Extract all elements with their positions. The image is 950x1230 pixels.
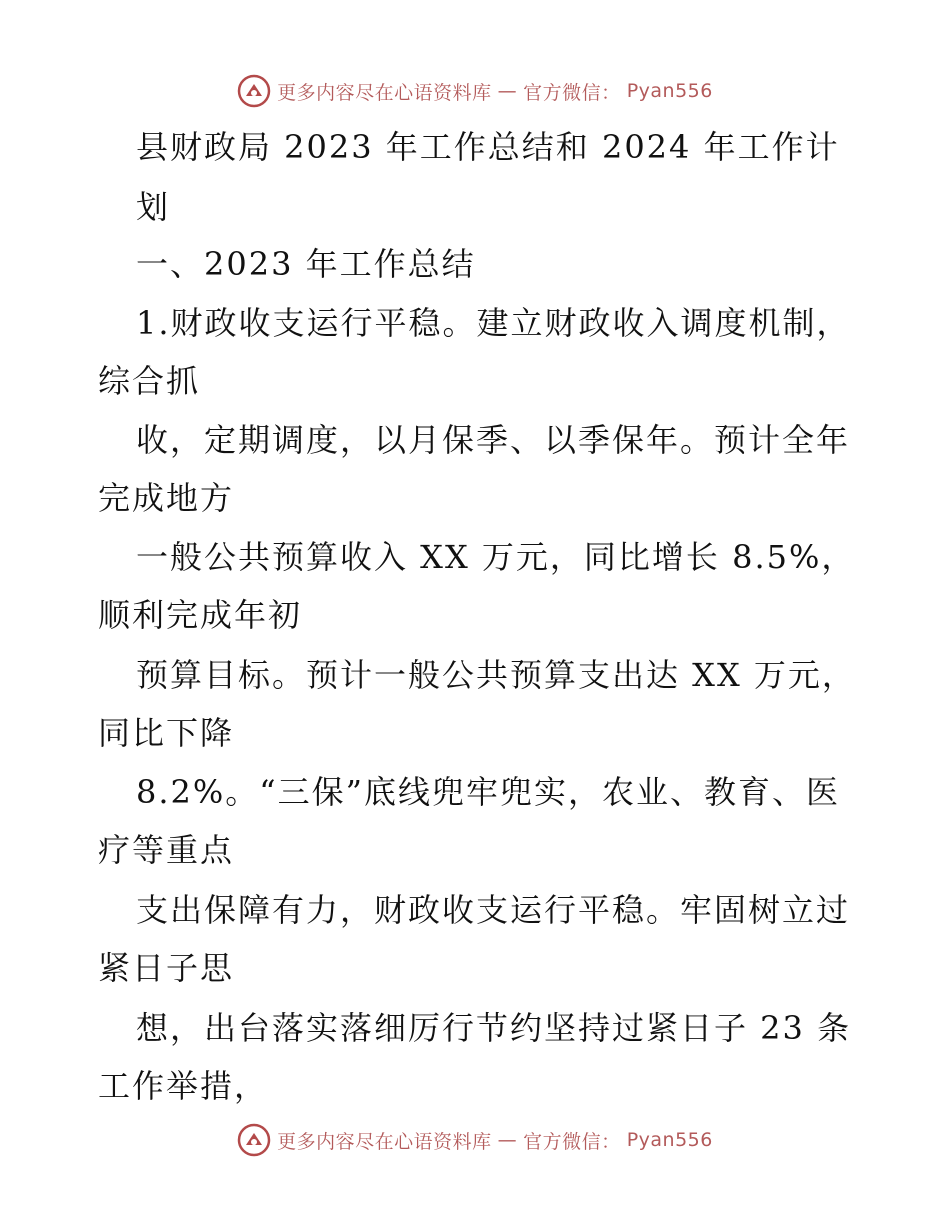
paragraph-line: 疗等重点	[98, 831, 235, 869]
paragraph-line: 支出保障有力，财政收支运行平稳。牢固树立过	[136, 891, 851, 929]
banner-wechat-label: 官方微信：	[523, 81, 621, 104]
paragraph-line: 紧日子思	[98, 949, 235, 987]
paragraph-line: 综合抓	[98, 362, 201, 400]
paragraph-line: 完成地方	[98, 479, 235, 517]
paragraph-line: 顺利完成年初	[98, 596, 303, 634]
paragraph-line: 1.财政收支运行平稳。建立财政收入调度机制，	[136, 304, 851, 342]
paragraph-line: 同比下降	[98, 714, 235, 752]
logo-icon	[237, 1123, 271, 1157]
paragraph-line: 一般公共预算收入 XX 万元，同比增长 8.5%，	[136, 538, 856, 576]
paragraph-line: 想，出台落实落细厉行节约坚持过紧日子 23 条	[136, 1009, 852, 1047]
banner-separator: —	[497, 80, 518, 102]
banner-wechat-id: Pyan556	[626, 80, 713, 102]
paragraph-line: 收，定期调度，以月保季、以季保年。预计全年	[136, 421, 851, 459]
banner-text: 更多内容尽在心语资料库	[277, 81, 492, 104]
logo-icon	[237, 74, 271, 108]
document-title-line-2: 划	[136, 188, 171, 226]
document-title-line-1: 县财政局 2023 年工作总结和 2024 年工作计	[136, 128, 840, 166]
header-banner	[0, 71, 950, 111]
banner-wechat-id: Pyan556	[626, 1129, 713, 1151]
banner-wechat-label: 官方微信：	[523, 1130, 621, 1153]
section-heading: 一、2023 年工作总结	[136, 245, 476, 283]
banner-text: 更多内容尽在心语资料库	[277, 1130, 492, 1153]
banner-separator: —	[497, 1129, 518, 1151]
footer-banner	[0, 1120, 950, 1160]
paragraph-line: 8.2%。“三保”底线兜牢兜实，农业、教育、医	[136, 773, 841, 811]
paragraph-line: 工作举措，	[98, 1067, 269, 1105]
paragraph-line: 预算目标。预计一般公共预算支出达 XX 万元，	[136, 656, 856, 694]
